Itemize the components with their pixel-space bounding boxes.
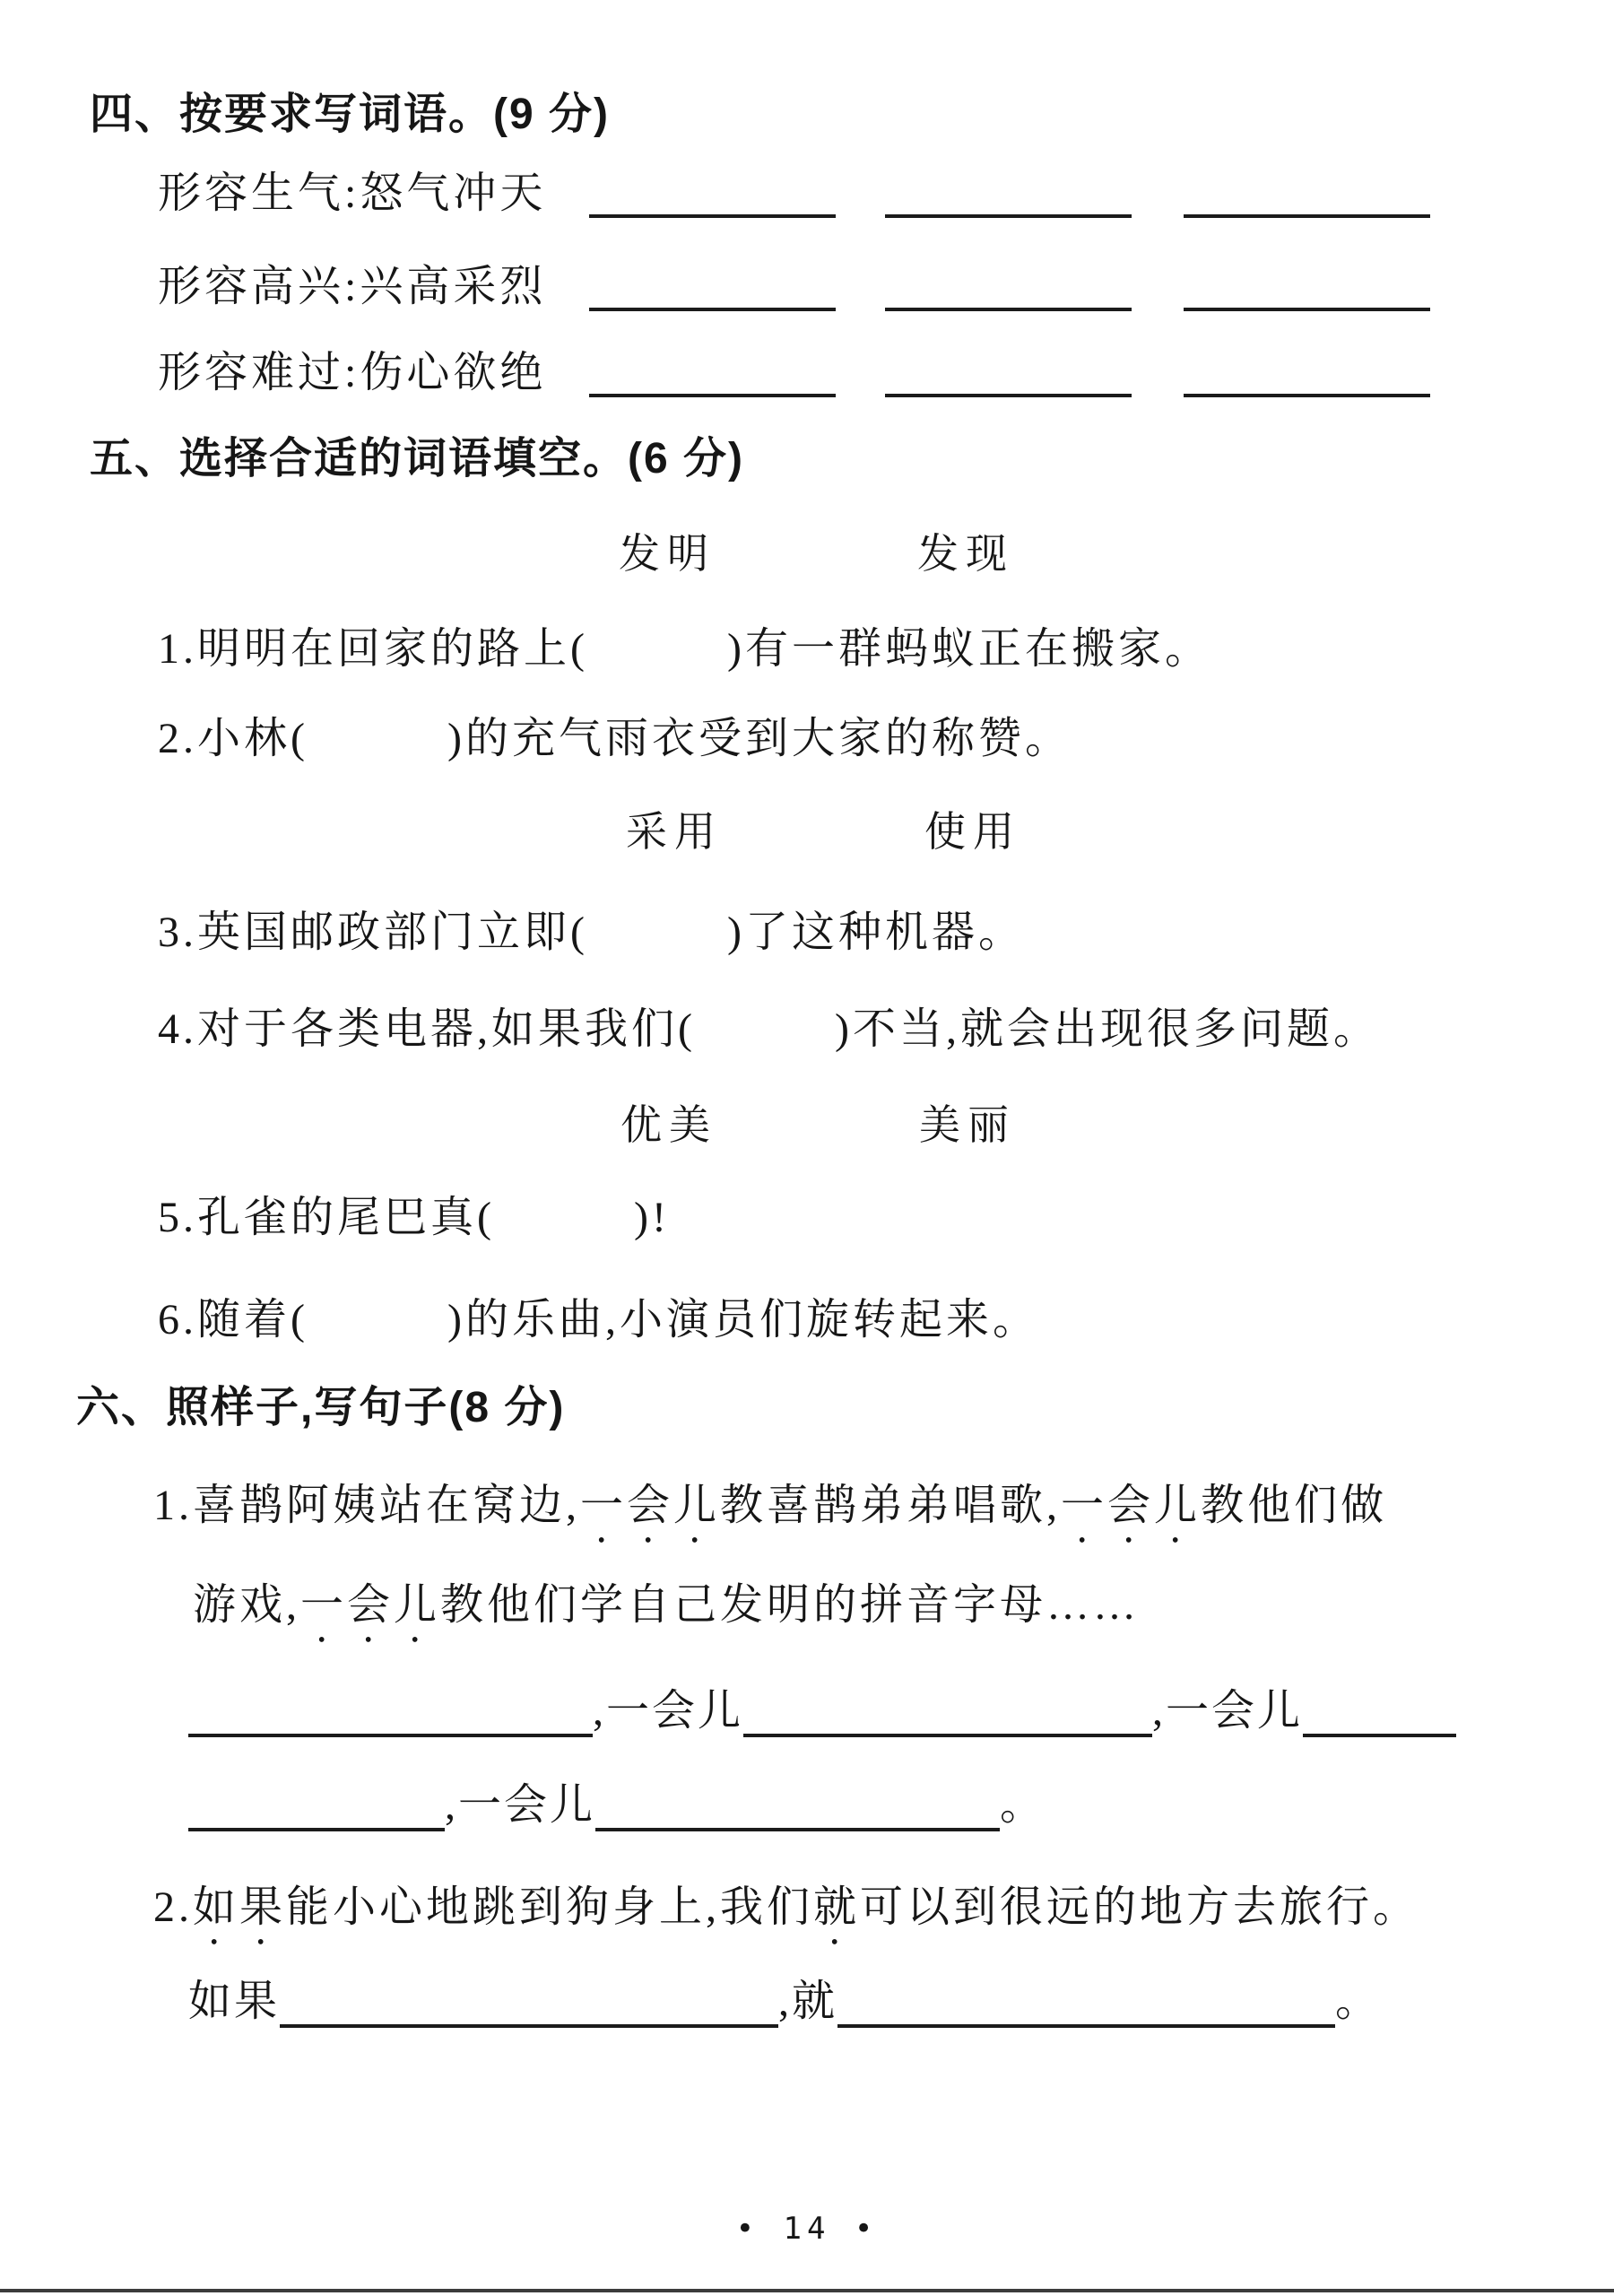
emphasized-text: 一会儿 [1061,1482,1202,1529]
answer-blank [743,1725,1152,1737]
item-text: )的乐曲,小演员们旋转起来。 [447,1296,1039,1344]
word-option: 美丽 [919,1102,1016,1148]
connector-text: ,就 [778,1978,838,2025]
word-option: 采用 [626,809,723,855]
answer-blank [595,1819,1000,1831]
section5-item-1 [158,625,1211,673]
section5-item-6 [158,1296,1039,1344]
connector-text: ,一会儿 [593,1687,744,1735]
section5-item-2 [158,715,1072,762]
section4-row-sad [158,349,1430,396]
answer-blank [589,299,836,311]
word-option: 发现 [917,531,1014,577]
item-text: )的充气雨衣受到大家的称赞。 [447,715,1072,762]
word-pair-3 [620,1102,1016,1148]
answer-blank [885,385,1132,397]
section4-title: 四、按要求写词语。(9 分) [90,91,611,138]
word-pair-1 [619,531,1014,577]
row-label: 形容生气:怒气冲天 [158,170,547,217]
sentence-text: 游戏, [193,1581,301,1629]
answer-blank [1184,385,1430,397]
item-text: )有一群蚂蚁正在搬家。 [727,625,1211,673]
sentence-text: 1.喜鹊阿姨站在窝边, [153,1482,581,1529]
item-text: 3.英国邮政部门立即( [158,909,588,956]
answer-blank [885,205,1132,218]
period-text: 。 [1000,1781,1046,1829]
connector-text: ,一会儿 [1152,1687,1304,1735]
page-number: • 14 • [735,2211,879,2247]
scan-edge-line [0,2289,1614,2292]
word-option: 发明 [619,531,716,577]
section4-row-happy [158,265,1430,309]
emphasized-text: 一会儿 [300,1581,441,1629]
answer-blank [589,385,836,397]
answer-blank [837,2015,1335,2028]
section6-answer-line-3 [188,1980,1381,2023]
answer-blank [1303,1725,1456,1737]
section6-answer-line-2 [188,1781,1046,1829]
section4-row-angry [158,172,1430,215]
section5-title: 五、选择合适的词语填空。(6 分) [90,435,745,483]
section6-answer-line-1 [188,1687,1456,1735]
section6-example1-line2 [193,1581,1140,1652]
section5-item-4 [158,1005,1380,1053]
answer-blank [280,2015,778,2028]
connector-text: 如果 [188,1978,281,2025]
item-text: )了这种机器。 [727,909,1025,956]
row-label: 形容高兴:兴高采烈 [158,263,547,310]
section6-example1-line1 [153,1482,1387,1552]
connector-text: ,一会儿 [445,1781,596,1829]
word-option: 使用 [924,809,1021,855]
emphasized-text: 一会儿 [580,1482,721,1529]
item-text: 5.孔雀的尾巴真( [158,1194,495,1241]
answer-blank [589,205,836,218]
sentence-text: 能小心地跳到狗身上,我们 [286,1883,814,1931]
item-text: )! [634,1194,670,1241]
section5-item-5 [158,1196,670,1239]
sentence-text: 2. [153,1883,193,1931]
section6-example2-line [153,1883,1419,1954]
item-text: 4.对于各类电器,如果我们( [158,1005,696,1053]
answer-blank [885,299,1132,311]
section6-title: 六、照样子,写句子(8 分) [76,1384,566,1431]
item-text: 1.明明在回家的路上( [158,625,588,673]
answer-blank [1184,299,1430,311]
item-text: )不当,就会出现很多问题。 [835,1005,1380,1053]
sentence-text: 教他们学自己发明的拼音字母…… [440,1581,1141,1629]
sentence-text: 教喜鹊弟弟唱歌, [720,1482,1062,1529]
emphasized-text: 如果 [193,1883,287,1931]
answer-blank [188,1725,593,1737]
item-text: 6.随着( [158,1296,308,1344]
word-option: 优美 [620,1102,717,1148]
section5-item-3 [158,911,1025,954]
period-text: 。 [1335,1978,1382,2025]
sentence-text: 教他们做 [1201,1482,1388,1529]
item-text: 2.小林( [158,715,308,762]
emphasized-text: 就 [813,1883,861,1931]
row-label: 形容难过:伤心欲绝 [158,349,547,396]
answer-blank [188,1819,445,1831]
sentence-text: 可以到很远的地方去旅行。 [860,1883,1420,1931]
word-pair-2 [626,809,1021,855]
answer-blank [1184,205,1430,218]
